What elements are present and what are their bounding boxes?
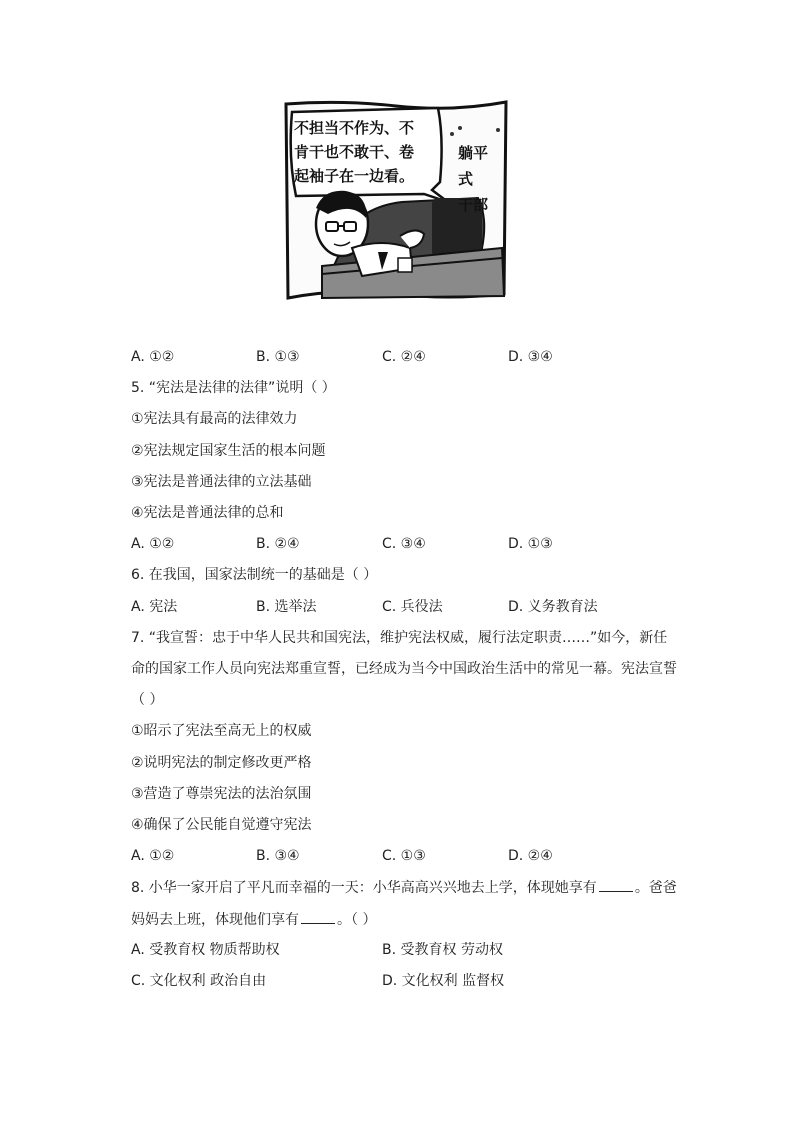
bubble-line: 起袖子在一边看。 <box>294 167 415 185</box>
q5-item-3: ③宪法是普通法律的立法基础 <box>131 474 312 490</box>
q5-item-1: ①宪法具有最高的法律效力 <box>131 411 298 427</box>
q5-option-d[interactable]: D. ①③ <box>508 536 553 552</box>
q8-option-a[interactable]: A. 受教育权 物质帮助权 <box>131 942 280 958</box>
bubble-line: 肯干也不敢干、卷 <box>294 143 415 161</box>
q7-stem-line-3: （ ） <box>131 692 164 708</box>
q7-option-b[interactable]: B. ③④ <box>256 848 300 864</box>
q8-stem-line-1 <box>131 877 677 898</box>
q5-stem: 5. “宪法是法律的法律”说明（ ） <box>131 380 336 396</box>
q6-stem: 6. 在我国，国家法制统一的基础是（ ） <box>131 567 378 583</box>
speech-bubble-text <box>294 116 434 188</box>
q8-text: 。（ ） <box>337 912 377 928</box>
q5-item-2: ②宪法规定国家生活的根本问题 <box>131 443 326 459</box>
q7-option-c[interactable]: C. ①③ <box>382 848 426 864</box>
cartoon-figure <box>282 98 510 304</box>
answer-blank[interactable] <box>301 909 335 924</box>
answer-blank[interactable] <box>599 877 633 892</box>
q8-text: 8. 小华一家开启了平凡而幸福的一天：小华高高兴兴地去上学，体现她享有 <box>131 880 597 896</box>
cartoon-caption <box>458 140 498 218</box>
q8-option-d[interactable]: D. 文化权利 监督权 <box>382 973 505 989</box>
q5-option-c[interactable]: C. ③④ <box>382 536 426 552</box>
q7-option-a[interactable]: A. ①② <box>131 848 175 864</box>
q7-stem-line-2: 命的国家工作人员向宪法郑重宣誓，已经成为当今中国政治生活中的常见一幕。宪法宣誓 <box>131 661 677 677</box>
q5-option-b[interactable]: B. ②④ <box>256 536 300 552</box>
q7-option-d[interactable]: D. ②④ <box>508 848 553 864</box>
q7-stem-line-1: 7. “我宣誓：忠于中华人民共和国宪法，维护宪法权威，履行法定职责……”如今，新任 <box>131 630 668 646</box>
q7-item-1: ①昭示了宪法至高无上的权威 <box>131 723 312 739</box>
q8-stem-line-2 <box>131 909 376 930</box>
q7-item-2: ②说明宪法的制定修改更严格 <box>131 755 312 771</box>
q4-option-a[interactable]: A. ①② <box>131 349 175 365</box>
q6-option-b[interactable]: B. 选举法 <box>256 599 317 615</box>
q7-item-3: ③营造了尊崇宪法的法治氛围 <box>131 786 312 802</box>
q6-option-a[interactable]: A. 宪法 <box>131 599 178 615</box>
caption-line: 干部 <box>458 196 489 214</box>
q7-item-4: ④确保了公民能自觉遵守宪法 <box>131 817 312 833</box>
q8-option-b[interactable]: B. 受教育权 劳动权 <box>382 942 503 958</box>
q5-item-4: ④宪法是普通法律的总和 <box>131 505 284 521</box>
q6-option-d[interactable]: D. 义务教育法 <box>508 599 598 615</box>
q4-option-c[interactable]: C. ②④ <box>382 349 426 365</box>
caption-line: 躺平式 <box>458 144 489 188</box>
q8-option-c[interactable]: C. 文化权利 政治自由 <box>131 973 267 989</box>
q4-option-b[interactable]: B. ①③ <box>256 349 300 365</box>
bubble-line: 不担当不作为、不 <box>294 119 415 137</box>
q6-option-c[interactable]: C. 兵役法 <box>382 599 443 615</box>
q8-text: 妈妈去上班，体现他们享有 <box>131 912 299 928</box>
q5-option-a[interactable]: A. ①② <box>131 536 175 552</box>
q4-option-d[interactable]: D. ③④ <box>508 349 553 365</box>
q8-text: 。爸爸 <box>634 880 677 896</box>
